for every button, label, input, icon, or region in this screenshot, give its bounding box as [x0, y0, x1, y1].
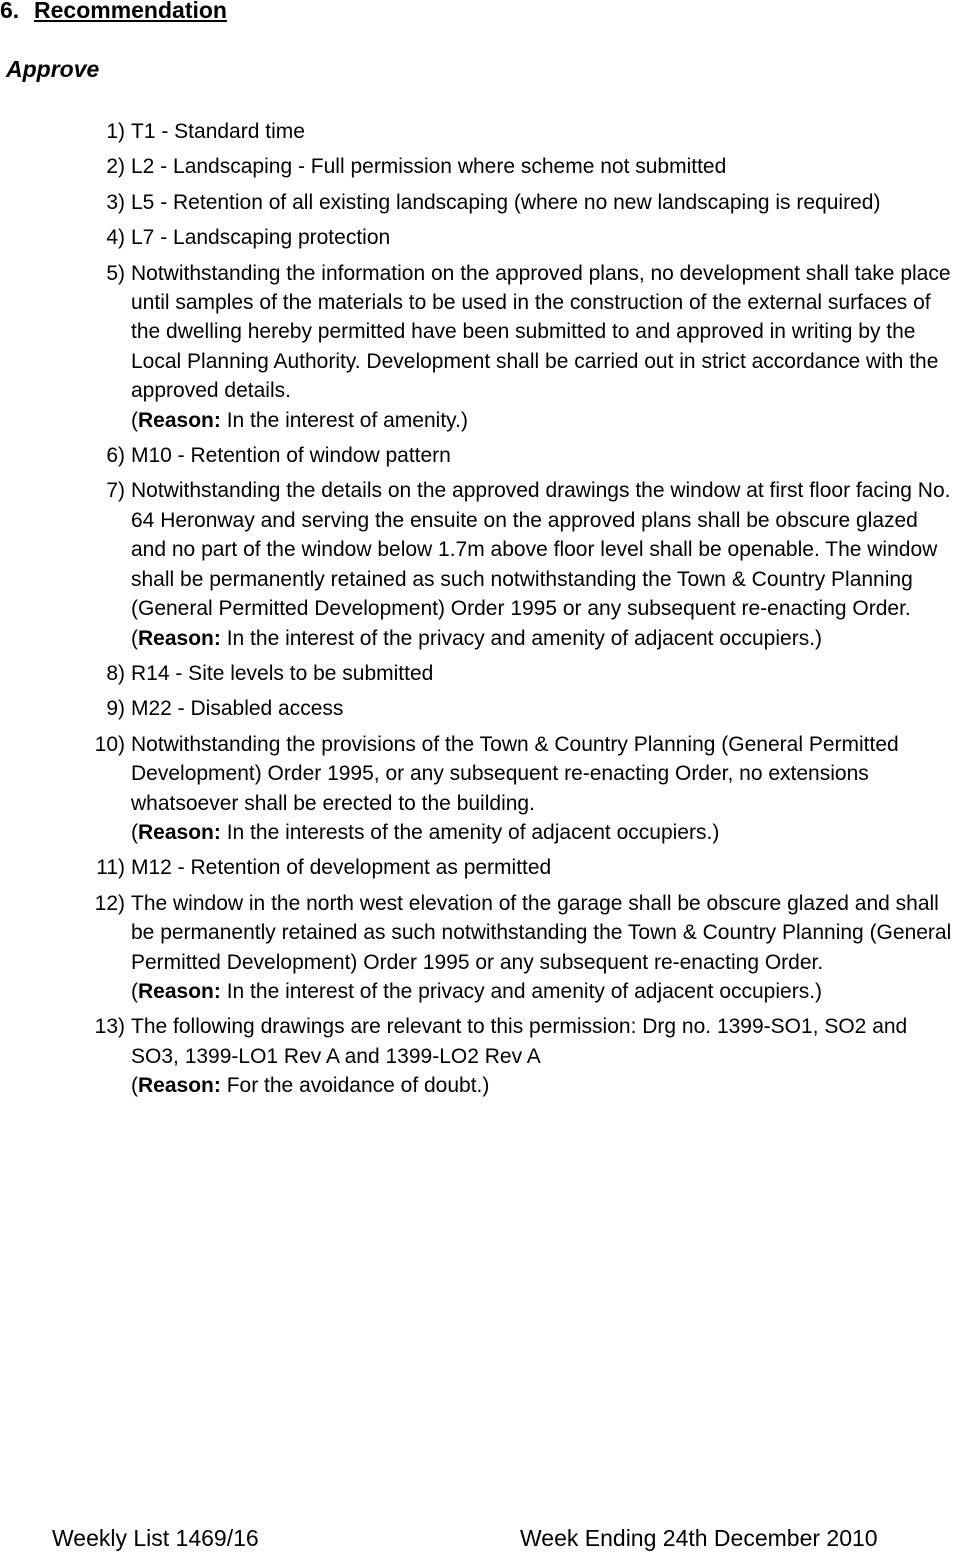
- reason-text: In the interests of the amenity of adjacent occupiers.: [226, 820, 713, 844]
- condition-number: 7): [106, 479, 125, 503]
- condition-item: [0, 1012, 960, 1100]
- condition-number: 1): [106, 120, 125, 143]
- reason-label: Reason:: [138, 820, 221, 844]
- condition-number: 11): [96, 856, 125, 880]
- condition-item: [0, 853, 960, 882]
- condition-text: The following drawings are relevant to this permission: Drg no. 1399-SO1, SO2 and SO3, 1399-LO1 Rev A and 1399-LO2 Rev A: [131, 1015, 908, 1068]
- section-heading: [0, 0, 227, 24]
- condition-text: M22 - Disabled access: [131, 697, 344, 721]
- condition-item: [0, 117, 960, 146]
- condition-text: L2 - Landscaping - Full permission where scheme not submitted: [131, 155, 727, 179]
- decision: Approve: [6, 56, 100, 82]
- condition-text: Notwithstanding the details on the approved drawings the window at first floor facing No. 64 Heronway and serving the ensuite on the approved plans shall be obscure glazed and no part of the window below 1.7m above floor level shall be openable. The window shall be permanently retained as such notwithstanding the Town & Country Planning (General Permitted Development) Order 1995 or any subsequent re-enacting Order.: [131, 479, 951, 621]
- condition-item: [0, 889, 960, 1007]
- condition-item: [0, 694, 960, 723]
- condition-number: 3): [106, 190, 125, 214]
- condition-reason: (Reason: In the interests of the amenity of adjacent occupiers.): [131, 820, 720, 844]
- condition-item: [0, 659, 960, 688]
- condition-item: [0, 476, 960, 652]
- footer-weekly-list: Weekly List 1469/16: [52, 1525, 259, 1551]
- condition-text: L5 - Retention of all existing landscaping (where no new landscaping is required): [131, 190, 881, 214]
- condition-item: [0, 441, 960, 470]
- reason-label: Reason:: [138, 626, 221, 650]
- footer-week-ending: Week Ending 24th December 2010: [520, 1525, 878, 1551]
- condition-text: The window in the north west elevation of the garage shall be obscure glazed and shall be permanently retained as such notwithstanding the Town & Country Planning (General Permitted Development) Order 1995 or any subsequent re-enacting Order.: [131, 891, 952, 974]
- reason-text: In the interest of amenity.: [226, 408, 461, 432]
- condition-reason: (Reason: In the interest of the privacy and amenity of adjacent occupiers.): [131, 626, 823, 650]
- reason-text: For the avoidance of doubt.: [226, 1074, 483, 1098]
- condition-number: 5): [106, 261, 125, 285]
- condition-number: 4): [106, 226, 125, 250]
- condition-number: 13): [94, 1015, 125, 1039]
- condition-number: 2): [106, 155, 125, 179]
- reason-text: In the interest of the privacy and amenity of adjacent occupiers.: [226, 626, 816, 650]
- condition-reason: (Reason: In the interest of the privacy and amenity of adjacent occupiers.): [131, 979, 823, 1003]
- condition-reason: (Reason: For the avoidance of doubt.): [131, 1074, 490, 1098]
- conditions-list: [0, 117, 960, 1101]
- condition-text: M12 - Retention of development as permitted: [131, 856, 552, 880]
- condition-item: [0, 152, 960, 181]
- condition-number: 8): [106, 661, 125, 685]
- condition-text: Notwithstanding the information on the approved plans, no development shall take place until samples of the materials to be used in the construction of the external surfaces of the dwelling hereby permitted have been submitted to and approved in writing by the Local Planning Authority. Development shall be carried out in strict accordance with the approved details.: [131, 261, 951, 403]
- section-number: 6.: [0, 0, 20, 23]
- condition-text: L7 - Landscaping protection: [131, 226, 391, 250]
- condition-item: [0, 188, 960, 217]
- section-title: Recommendation: [34, 0, 227, 23]
- condition-item: [0, 223, 960, 252]
- condition-text: M10 - Retention of window pattern: [131, 444, 451, 468]
- condition-number: 10): [94, 732, 125, 756]
- condition-reason: (Reason: In the interest of amenity.): [131, 408, 468, 432]
- reason-label: Reason:: [138, 1074, 221, 1098]
- condition-text: T1 - Standard time: [131, 120, 305, 143]
- condition-number: 6): [106, 444, 125, 468]
- condition-item: [0, 730, 960, 848]
- condition-text: R14 - Site levels to be submitted: [131, 661, 434, 685]
- reason-text: In the interest of the privacy and amenity of adjacent occupiers.: [226, 979, 816, 1003]
- reason-label: Reason:: [138, 979, 221, 1003]
- reason-label: Reason:: [138, 408, 221, 432]
- condition-item: [0, 259, 960, 435]
- condition-number: 12): [94, 891, 125, 915]
- condition-text: Notwithstanding the provisions of the Town & Country Planning (General Permitted Development) Order 1995, or any subsequent re-enacting Order, no extensions whatsoever shall be erected to the building.: [131, 732, 899, 815]
- condition-number: 9): [106, 697, 125, 721]
